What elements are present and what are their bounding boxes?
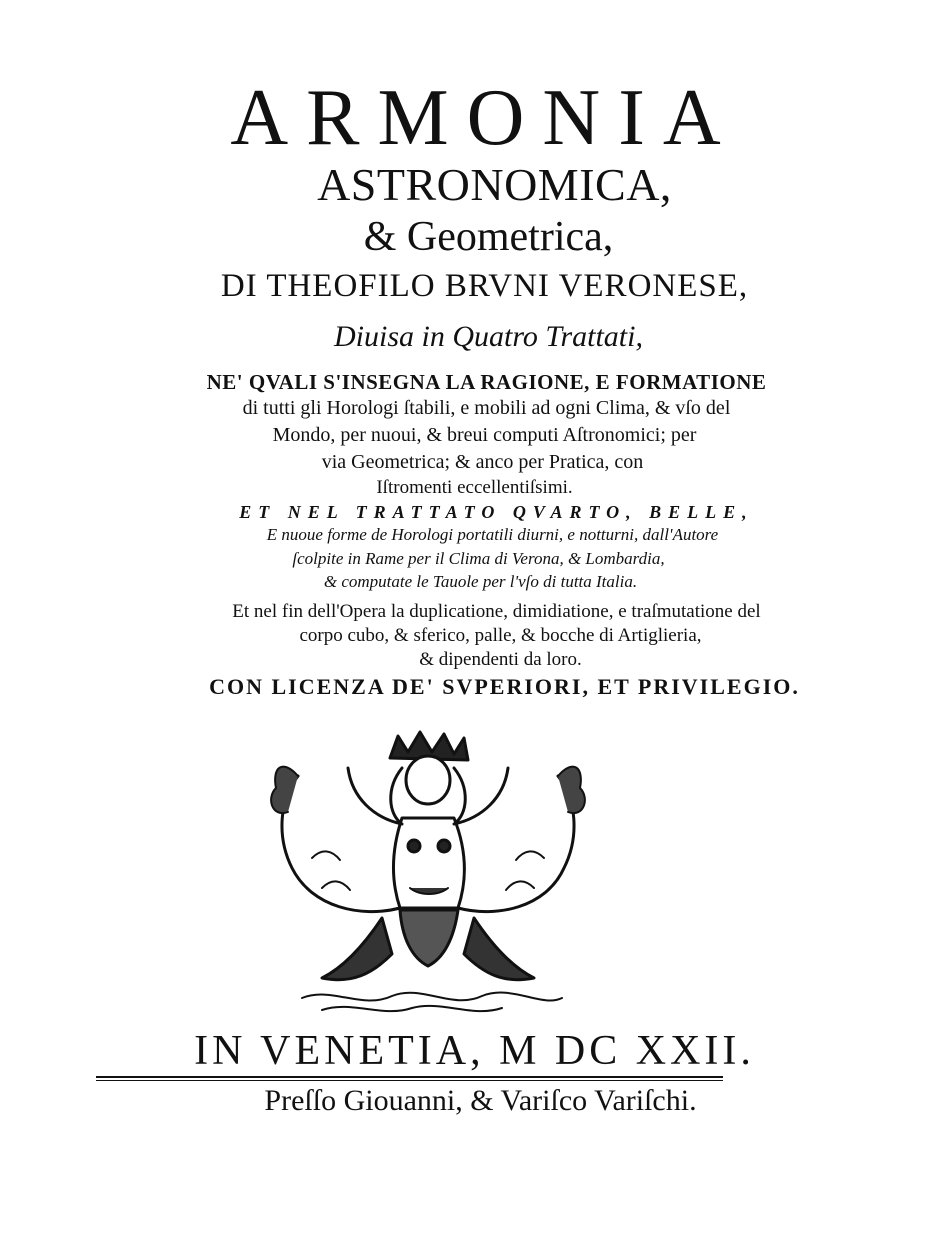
fourth-treatise-line-1: E nuoue forme de Horologi portatili diurni, e notturni, dall'Autore	[266, 525, 719, 544]
title-sub-2: & Geometrica,	[363, 214, 614, 260]
description-line-3: Mondo, per nuoui, & breui computi Aſtronomici; per	[272, 424, 697, 446]
appendix-line-1: Et nel fin dell'Opera la duplicatione, dimidiatione, e traſmutatione del	[232, 601, 761, 622]
title-sub: ASTRONOMICA,	[317, 159, 672, 210]
imprint-rule-thin	[96, 1080, 723, 1081]
imprint-rule	[96, 1076, 723, 1078]
author-line: DI THEOFILO BRVNI VERONESE,	[220, 268, 749, 304]
description-line-2: di tutti gli Horologi ſtabili, e mobili ad ogni Clima, & vſo del	[242, 397, 731, 419]
description-line-4: via Geometrica; & anco per Pratica, con	[321, 451, 644, 473]
title-main: ARMONIA	[230, 74, 739, 162]
license-line: CON LICENZA DE' SVPERIORI, ET PRIVILEGIO.	[209, 674, 800, 699]
imprint-printer: Preſſo Giouanni, & Variſco Variſchi.	[264, 1084, 697, 1117]
appendix-line-2: corpo cubo, & sferico, palle, & bocche di Artiglieria,	[299, 625, 702, 646]
fourth-treatise-heading: ET NEL TRATTATO QVARTO, BELLE,	[239, 502, 754, 522]
description-line-1: NE' QVALI S'INSEGNA LA RAGIONE, E FORMATIONE	[206, 370, 767, 394]
description-line-5: Iſtromenti eccellentiſsimi.	[376, 477, 573, 498]
appendix-line-3: & dipendenti da loro.	[419, 649, 582, 670]
crowned-siren-printers-device-icon	[262, 728, 592, 1018]
imprint-place-date: IN VENETIA, M DC XXII.	[194, 1028, 755, 1074]
division-line: Diuisa in Quatro Trattati,	[334, 320, 643, 353]
fourth-treatise-line-3: & computate le Tauole per l'vſo di tutta Italia.	[323, 572, 638, 591]
fourth-treatise-line-2: ſcolpite in Rame per il Clima di Verona, & Lombardia,	[292, 549, 665, 568]
